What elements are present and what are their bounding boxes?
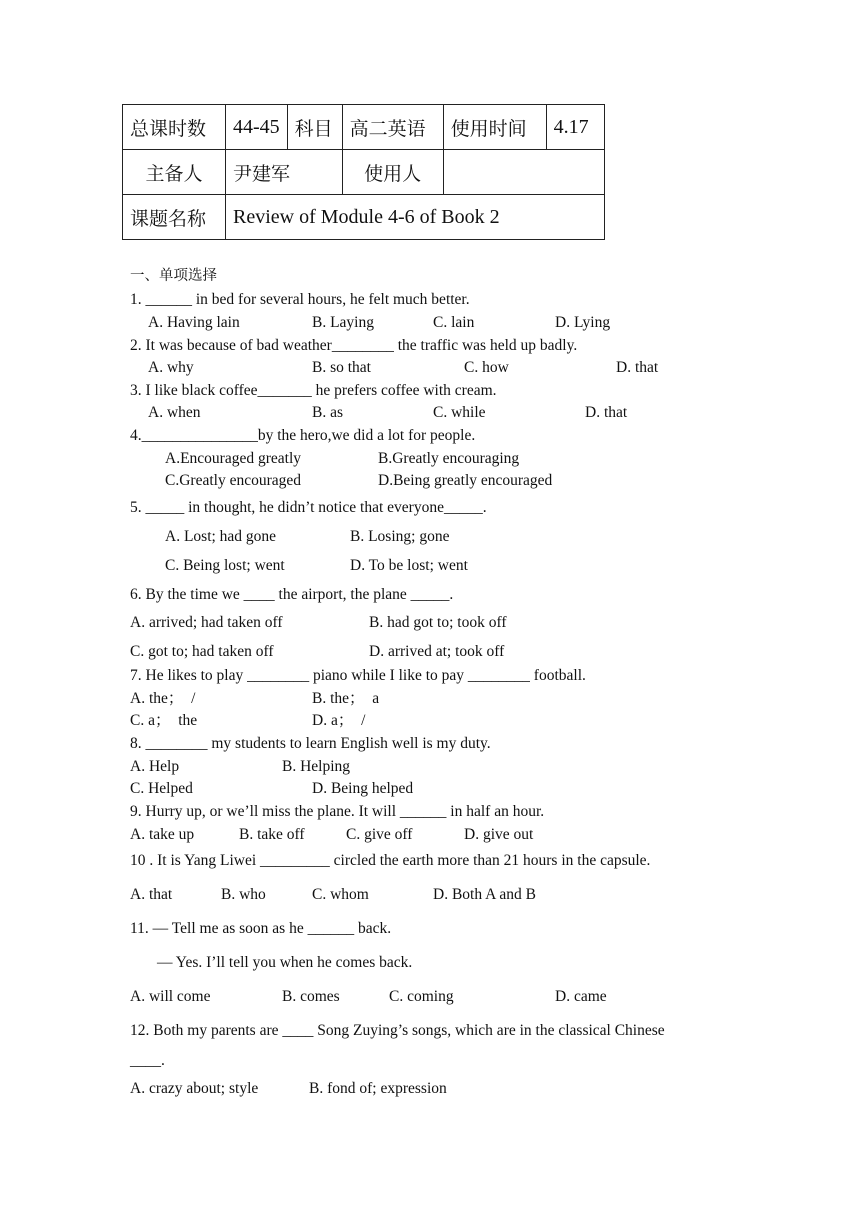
question-stem: 1. ______ in bed for several hours, he felt much better. <box>130 291 470 308</box>
lesson-info-row <box>123 195 605 240</box>
total-periods-value: 44-45 <box>226 105 288 150</box>
answer-option: D.Being greatly encouraged <box>378 472 553 489</box>
answer-option: B. take off <box>239 826 305 843</box>
answer-option: D. Being helped <box>312 780 414 797</box>
answer-option: A. when <box>148 404 201 421</box>
answer-option: B. so that <box>312 359 371 376</box>
answer-option: B. fond of; expression <box>309 1080 447 1097</box>
question-stem: 10 . It is Yang Liwei _________ circled the earth more than 21 hours in the capsule. <box>130 852 651 869</box>
answer-option: C. lain <box>433 314 475 331</box>
answer-option: C. Helped <box>130 780 193 797</box>
preparer-label: 主备人 <box>123 150 226 195</box>
preparer-value: 尹建军 <box>226 150 343 195</box>
question-stem-continuation: — Yes. I’ll tell you when he comes back. <box>157 954 413 971</box>
topic-value: Review of Module 4-6 of Book 2 <box>226 195 605 240</box>
answer-option: A. arrived; had taken off <box>130 614 283 631</box>
lesson-info-table <box>122 104 605 240</box>
answer-option: B. as <box>312 404 343 421</box>
answer-option: A. Having lain <box>148 314 240 331</box>
lesson-info-row <box>123 105 605 150</box>
question-stem-continuation: ____. <box>130 1052 165 1069</box>
answer-option: C. got to; had taken off <box>130 643 274 660</box>
answer-option: D. that <box>585 404 628 421</box>
answer-option: A. the； / <box>130 690 196 707</box>
answer-option: B. the； a <box>312 690 380 707</box>
answer-option: A. why <box>148 359 194 376</box>
answer-option: B. Laying <box>312 314 374 331</box>
answer-option: C. how <box>464 359 509 376</box>
answer-option: B. Helping <box>282 758 351 775</box>
question-stem: 6. By the time we ____ the airport, the plane _____. <box>130 586 454 603</box>
subject-label: 科目 <box>287 105 342 150</box>
answer-option: A. crazy about; style <box>130 1080 259 1097</box>
lesson-info-row <box>123 150 605 195</box>
answer-option: A. that <box>130 886 173 903</box>
question-stem: 12. Both my parents are ____ Song Zuying’s songs, which are in the classical Chinese <box>130 1022 665 1039</box>
answer-option: B. who <box>221 886 266 903</box>
answer-option: B. Losing; gone <box>350 528 450 545</box>
answer-option: D. arrived at; took off <box>369 643 505 660</box>
use-time-value: 4.17 <box>546 105 604 150</box>
topic-label: 课题名称 <box>123 195 226 240</box>
answer-option: D. came <box>555 988 607 1005</box>
answer-option: C. a； the <box>130 712 198 729</box>
answer-option: C. Being lost; went <box>165 557 285 574</box>
question-stem: 2. It was because of bad weather________ the traffic was held up badly. <box>130 337 578 354</box>
answer-option: D. a； / <box>312 712 366 729</box>
answer-option: A. Lost; had gone <box>165 528 277 545</box>
question-stem: 8. ________ my students to learn English well is my duty. <box>130 735 491 752</box>
question-stem: 3. I like black coffee_______ he prefers coffee with cream. <box>130 382 497 399</box>
answer-option: C. coming <box>389 988 454 1005</box>
answer-option: D. Lying <box>555 314 611 331</box>
answer-option: B.Greatly encouraging <box>378 450 520 467</box>
answer-option: A. take up <box>130 826 195 843</box>
question-stem: 9. Hurry up, or we’ll miss the plane. It will ______ in half an hour. <box>130 803 545 820</box>
question-stem: 7. He likes to play ________ piano while I like to pay ________ football. <box>130 667 586 684</box>
answer-option: A. Help <box>130 758 180 775</box>
subject-value: 高二英语 <box>342 105 443 150</box>
use-time-label: 使用时间 <box>443 105 546 150</box>
question-stem: 11. — Tell me as soon as he ______ back. <box>130 920 392 937</box>
answer-option: B. had got to; took off <box>369 614 507 631</box>
user-value <box>443 150 604 195</box>
user-label: 使用人 <box>342 150 443 195</box>
answer-option: D. Both A and B <box>433 886 536 903</box>
total-periods-label: 总课时数 <box>123 105 226 150</box>
question-stem: 4._______________by the hero,we did a lot for people. <box>130 427 476 444</box>
answer-option: A. will come <box>130 988 211 1005</box>
answer-option: C. give off <box>346 826 413 843</box>
answer-option: C.Greatly encouraged <box>165 472 301 489</box>
answer-option: A.Encouraged greatly <box>165 450 301 467</box>
answer-option: C. whom <box>312 886 369 903</box>
answer-option: D. that <box>616 359 659 376</box>
answer-option: D. give out <box>464 826 534 843</box>
question-stem: 5. _____ in thought, he didn’t notice that everyone_____. <box>130 499 487 516</box>
section-title: 一、单项选择 <box>130 268 217 284</box>
answer-option: C. while <box>433 404 486 421</box>
answer-option: D. To be lost; went <box>350 557 468 574</box>
answer-option: B. comes <box>282 988 340 1005</box>
